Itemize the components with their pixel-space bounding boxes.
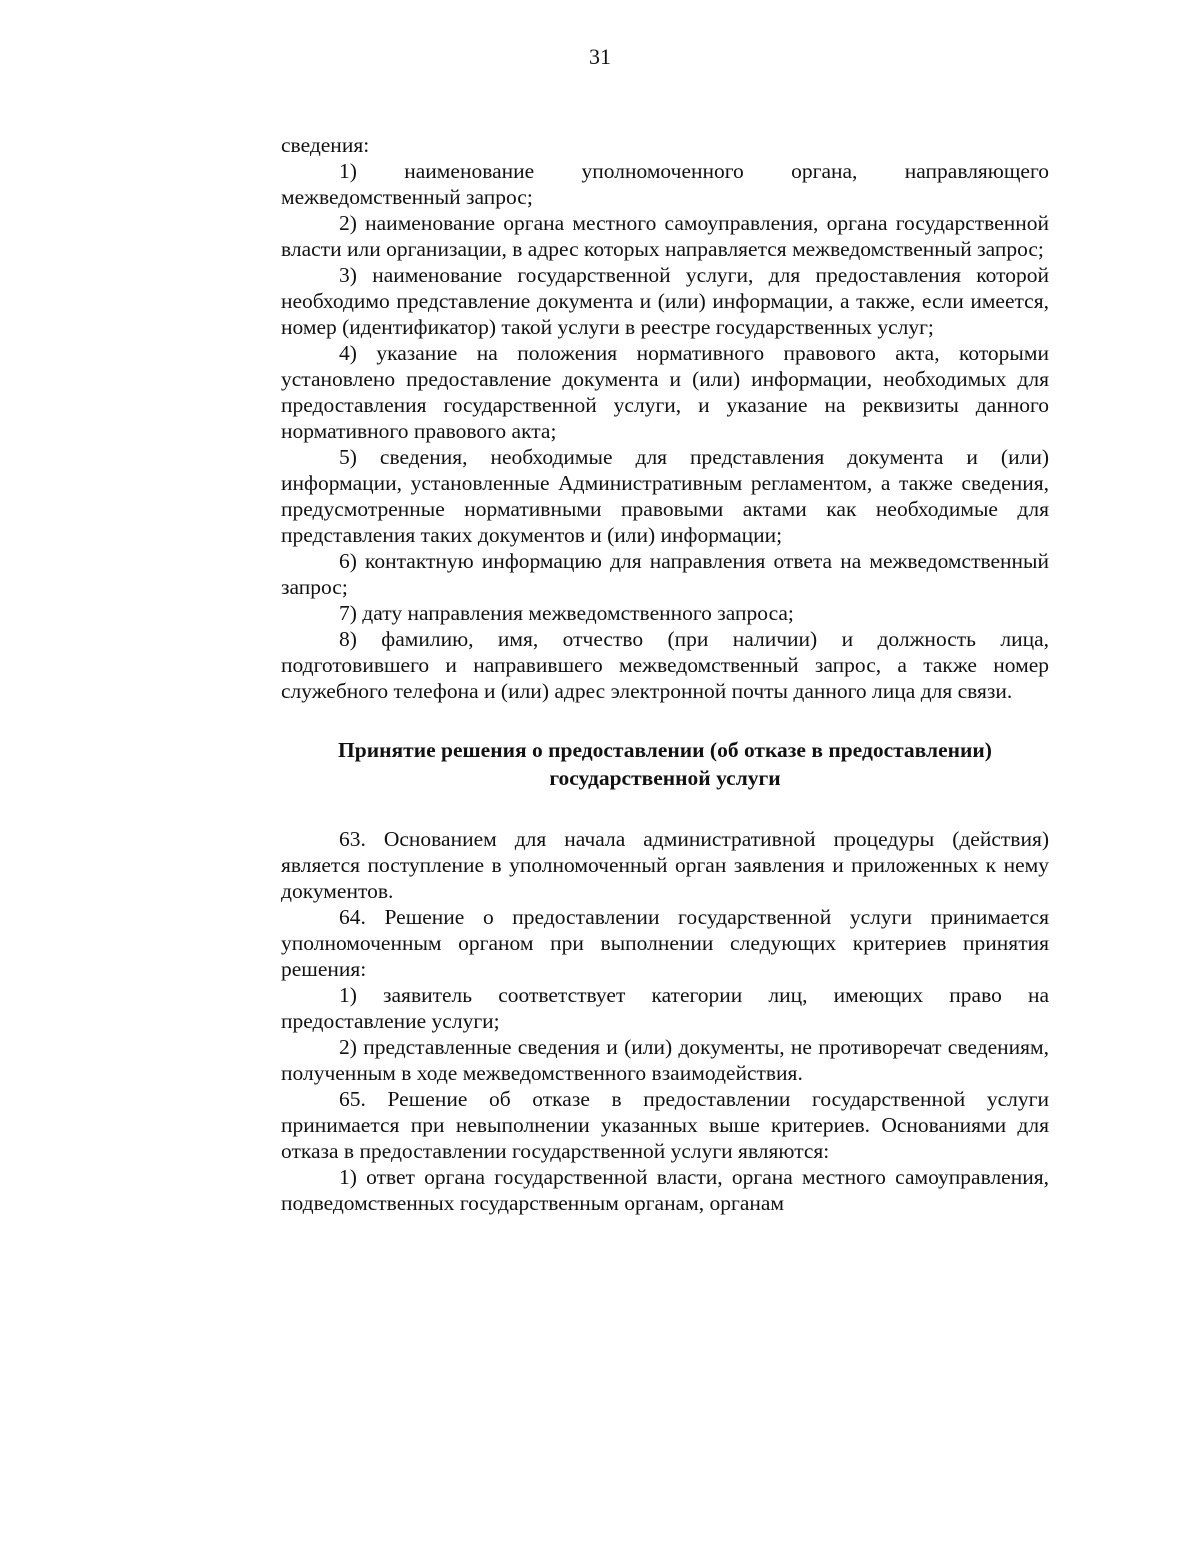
- list-item-5: 5) сведения, необходимые для представления документа и (или) информации, установленные Административным регламентом, а также сведения, предусмотренные нормативными правовыми актами как необходимые для представления таких документов и (или) информации;: [281, 445, 1049, 547]
- clause-65-item-1: 1) ответ органа государственной власти, органа местного самоуправления, подведомственных государственным органам, органам: [281, 1165, 1049, 1215]
- clause-65: 65. Решение об отказе в предоставлении государственной услуги принимается при невыполнении указанных выше критериев. Основаниями для отказа в предоставлении государственной услуги являются:: [281, 1087, 1049, 1163]
- page-number: 31: [589, 44, 611, 69]
- list-item-2: 2) наименование органа местного самоуправления, органа государственной власти или организации, в адрес которых направляется межведомственный запрос;: [281, 211, 1049, 261]
- list-item-3: 3) наименование государственной услуги, для предоставления которой необходимо представление документа и (или) информации, а также, если имеется, номер (идентификатор) такой услуги в реестре государственных услуг;: [281, 263, 1049, 339]
- clause-64-item-1: 1) заявитель соответствует категории лиц, имеющих право на предоставление услуги;: [281, 983, 1049, 1033]
- section-heading: [281, 736, 1049, 792]
- document-body: [281, 132, 1049, 1216]
- list-item-4: 4) указание на положения нормативного правового акта, которыми установлено предоставление документа и (или) информации, необходимых для предоставления государственной услуги, и указание на реквизиты данного нормативного правового акта;: [281, 341, 1049, 443]
- list-item-7: 7) дату направления межведомственного запроса;: [339, 601, 794, 625]
- list-item-1: 1) наименование уполномоченного органа, направляющего межведомственный запрос;: [281, 159, 1049, 209]
- list-item-8: 8) фамилию, имя, отчество (при наличии) и должность лица, подготовившего и направившего межведомственный запрос, а также номер служебного телефона и (или) адрес электронной почты данного лица для связи.: [281, 627, 1049, 703]
- clause-63: 63. Основанием для начала административной процедуры (действия) является поступление в уполномоченный орган заявления и приложенных к нему документов.: [281, 827, 1049, 903]
- section-heading-line-2: государственной услуги: [549, 766, 781, 790]
- section-heading-line-1: Принятие решения о предоставлении (об отказе в предоставлении): [338, 738, 992, 762]
- clause-64-item-2: 2) представленные сведения и (или) документы, не противоречат сведениям, полученным в ходе межведомственного взаимодействия.: [281, 1035, 1049, 1085]
- clause-64: 64. Решение о предоставлении государственной услуги принимается уполномоченным органом при выполнении следующих критериев принятия решения:: [281, 905, 1049, 981]
- list-item-6: 6) контактную информацию для направления ответа на межведомственный запрос;: [281, 549, 1049, 599]
- paragraph-continuation: сведения:: [281, 133, 370, 157]
